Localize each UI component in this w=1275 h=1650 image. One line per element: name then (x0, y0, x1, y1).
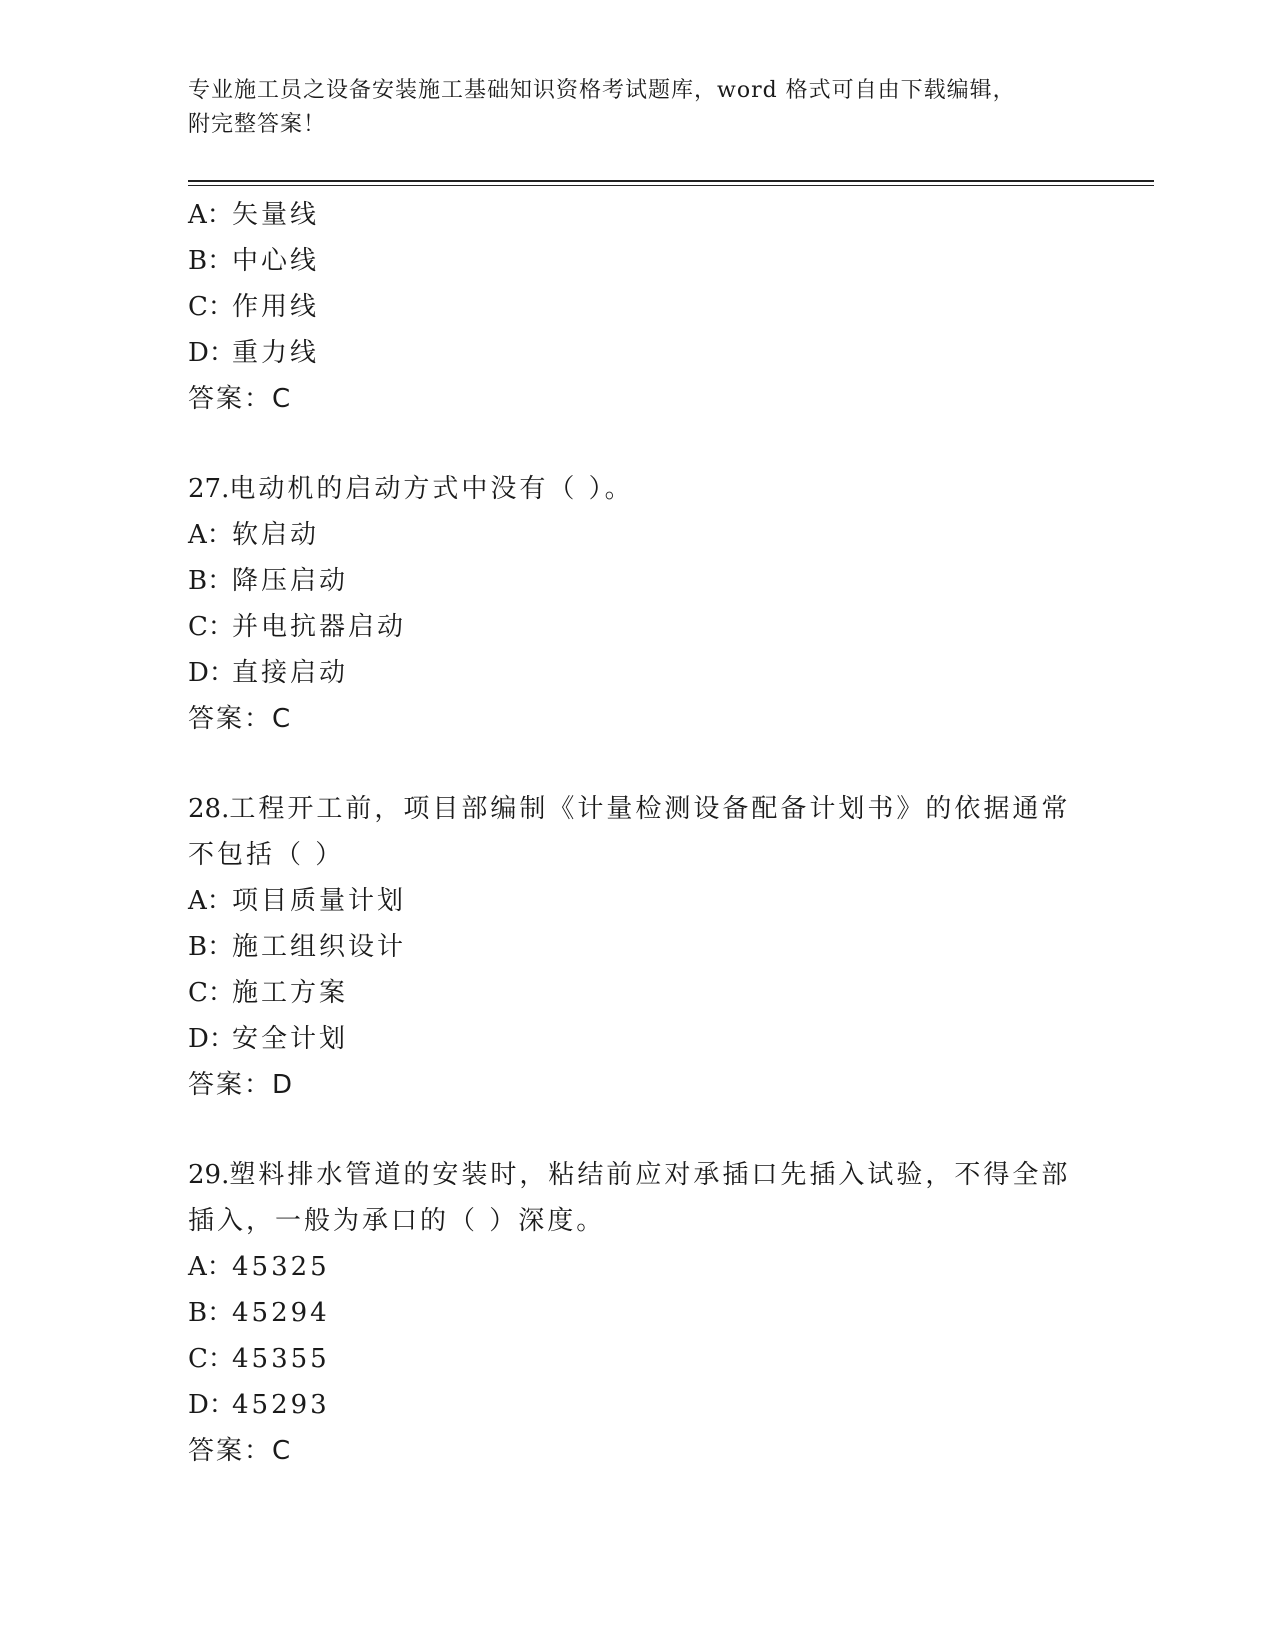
option-b (188, 558, 1088, 604)
option-text: 并电抗器启动 (232, 612, 407, 642)
question-text (188, 786, 1088, 832)
answer-line: 答案：C (188, 384, 293, 414)
option-a (188, 512, 1088, 558)
option-d (188, 330, 1088, 376)
answer-line: 答案：C (188, 704, 293, 734)
option-label: C： (188, 978, 234, 1008)
option-b (188, 1290, 1088, 1336)
document-header (188, 74, 1088, 142)
question-list (188, 192, 1088, 1474)
option-text: 45355 (232, 1344, 330, 1374)
option-text: 45294 (232, 1298, 330, 1328)
option-a (188, 192, 1088, 238)
option-c (188, 970, 1088, 1016)
question-line: 工程开工前，项目部编制《计量检测设备配备计划书》的依据通常 (229, 794, 1071, 824)
header-divider-thin (188, 185, 1154, 186)
option-text: 降压启动 (232, 566, 349, 596)
option-b (188, 238, 1088, 284)
option-c (188, 284, 1088, 330)
question-block-26 (188, 192, 1088, 422)
question-block-28 (188, 786, 1088, 1108)
question-line-continued: 不包括（ ） (188, 840, 345, 870)
option-text: 45325 (232, 1252, 330, 1282)
option-label: A： (188, 520, 233, 550)
option-label: C： (188, 612, 234, 642)
option-label: D： (188, 658, 235, 688)
option-text: 直接启动 (232, 658, 349, 688)
option-label: D： (188, 338, 235, 368)
header-divider-thick (188, 180, 1154, 182)
option-label: B： (188, 1298, 234, 1328)
option-d (188, 1382, 1088, 1428)
option-label: C： (188, 292, 234, 322)
question-line: 电动机的启动方式中没有（ ）。 (229, 474, 634, 504)
option-b (188, 924, 1088, 970)
answer-line: 答案：C (188, 1436, 293, 1466)
option-d (188, 650, 1088, 696)
option-text: 施工组织设计 (232, 932, 407, 962)
option-label: A： (188, 1252, 233, 1282)
option-label: A： (188, 200, 233, 230)
header-line-1: 专业施工员之设备安装施工基础知识资格考试题库，word 格式可自由下载编辑， (188, 78, 1016, 103)
question-number: 29. (188, 1160, 230, 1190)
question-number: 27. (188, 474, 230, 504)
question-line-continued: 插入，一般为承口的（ ）深度。 (188, 1206, 606, 1236)
option-text: 项目质量计划 (232, 886, 407, 916)
option-text: 重力线 (232, 338, 320, 368)
option-a (188, 1244, 1088, 1290)
question-block-27 (188, 466, 1088, 742)
question-block-29 (188, 1152, 1088, 1474)
option-a (188, 878, 1088, 924)
option-text: 施工方案 (232, 978, 349, 1008)
option-label: D： (188, 1024, 235, 1054)
option-d (188, 1016, 1088, 1062)
option-label: B： (188, 246, 234, 276)
option-text: 矢量线 (232, 200, 320, 230)
option-text: 软启动 (232, 520, 320, 550)
question-text (188, 1152, 1088, 1198)
option-label: A： (188, 886, 233, 916)
header-line-2: 附完整答案！ (188, 112, 327, 137)
question-text (188, 466, 1088, 512)
option-label: B： (188, 932, 234, 962)
answer-line: 答案：D (188, 1070, 295, 1100)
option-label: C： (188, 1344, 234, 1374)
question-line: 塑料排水管道的安装时，粘结前应对承插口先插入试验，不得全部 (229, 1160, 1071, 1190)
option-text: 安全计划 (232, 1024, 349, 1054)
option-label: D： (188, 1390, 235, 1420)
option-text: 作用线 (232, 292, 320, 322)
question-number: 28. (188, 794, 230, 824)
option-c (188, 604, 1088, 650)
option-text: 45293 (232, 1390, 330, 1420)
option-c (188, 1336, 1088, 1382)
option-text: 中心线 (232, 246, 320, 276)
option-label: B： (188, 566, 234, 596)
